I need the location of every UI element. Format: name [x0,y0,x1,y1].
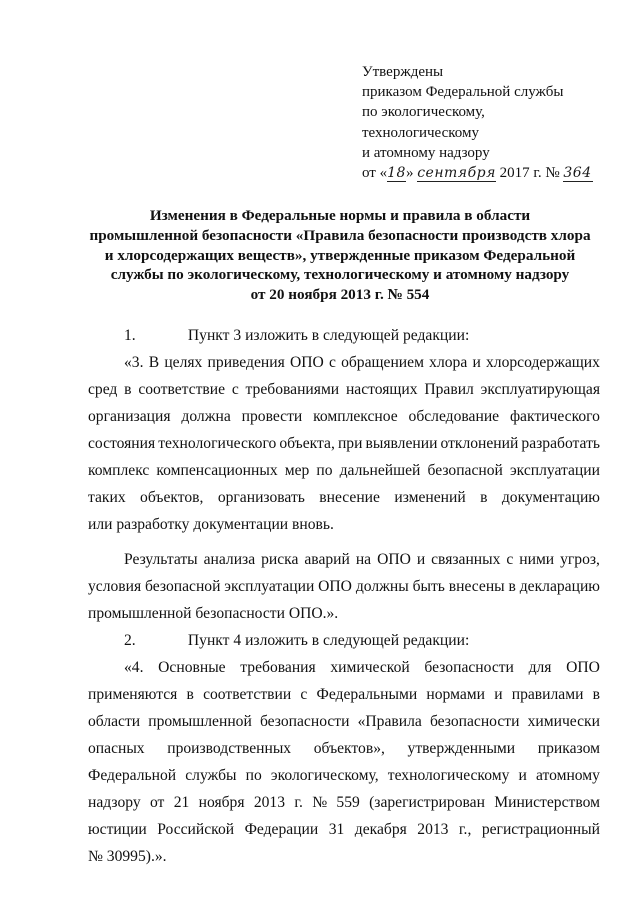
word: г., [458,821,472,838]
word: организовать [217,489,305,506]
paragraph-line [88,789,600,816]
word: опасных [88,740,145,757]
word: и [494,686,503,703]
date-mid: » [405,165,414,182]
word: должны [355,578,409,595]
word: объектов, [140,489,204,506]
word: в [592,686,600,703]
word: провести [241,408,303,425]
paragraph-line [88,349,600,376]
word: 2013 [417,821,449,838]
word: фактического [509,408,600,425]
word: и [518,767,527,784]
date-day-handwritten: 18 [387,165,406,182]
approval-line: Утверждены [362,64,444,80]
word: изменений [394,489,466,506]
word: «4. [124,659,144,676]
word: дальнейшей [339,462,421,479]
word: целях [164,354,203,371]
approval-line: по экологическому, [362,104,485,121]
word: состояния [88,435,156,452]
word: технологического [158,435,277,452]
word: требованиями [245,381,340,398]
approval-block [362,62,632,183]
word: хлора [429,354,468,371]
word: хлорсодержащих [486,354,600,371]
word: юстиции [88,821,147,838]
item-number: 1. [124,327,136,344]
paragraph-line: № 30995).». [88,848,167,865]
approval-line: и атомному надзору [362,144,490,161]
word: аварий [304,551,350,568]
item-text: Пункт 4 изложить в следующей редакции: [187,632,470,649]
word: декабря [354,821,407,838]
title-line: от 20 ноября 2013 г. № 554 [250,286,430,304]
word: Федеральными [316,686,418,703]
document-body [88,322,600,870]
approval-line: технологическому [362,124,479,141]
word: химически [527,713,600,730]
word: Российской [157,821,235,838]
word: регистрационный [481,821,600,838]
word: с [506,551,514,568]
word: безопасной [145,578,221,595]
paragraph-line [88,735,600,762]
word: «3. [124,354,144,371]
word: для [528,659,552,676]
word: в [124,381,132,398]
word: 31 [328,821,345,838]
word: обследование [408,408,500,425]
word: связанных [431,551,501,568]
word: объекта, [279,435,335,452]
word: Правил [424,381,474,398]
paragraph-line [88,430,600,457]
word: ОПО [566,659,600,676]
word: Основные [158,659,226,676]
word: в [480,489,488,506]
order-number-handwritten: 364 [563,165,592,182]
word: безопасности [259,713,350,730]
paragraph-line [88,376,600,403]
word: приведения [207,354,285,371]
word: экологическому, [270,767,379,784]
word: Федеральной [88,767,177,784]
word: настоящих [345,381,418,398]
title-line: Изменения в Федеральные нормы и правила в области [149,207,531,224]
paragraph-line: или разработку документации вновь. [88,516,334,533]
word: ними [519,551,555,568]
paragraph-line [88,654,600,681]
word: отклонений [440,435,519,452]
word: комплекс [88,462,150,479]
word: эксплуатации [224,578,315,595]
word: комплексное [313,408,398,425]
word: объектов», [313,740,385,757]
approval-date-line [362,163,632,183]
word: должна [181,408,231,425]
word: нормами [426,686,485,703]
word: с [328,354,336,371]
word: и [416,551,426,568]
word: внесены [448,578,505,595]
word: Федерации [244,821,319,838]
word: с [300,686,308,703]
word: № [312,794,328,811]
word: безопасности [429,713,520,730]
word: промышленной [148,713,252,730]
paragraph-line [88,708,600,735]
word: атомному [535,767,600,784]
word: выявлении [365,435,438,452]
word: в [186,686,194,703]
word: мер [284,462,310,479]
word: ноября [198,794,245,811]
document-title [60,206,620,305]
word: требования [240,659,316,676]
paragraph-line [88,457,600,484]
list-item-1 [88,322,600,349]
word: приказом [537,740,600,757]
word: эксплуатации [509,462,600,479]
word: ОПО [289,354,324,371]
item-text: Пункт 3 изложить в следующей редакции: [187,327,470,344]
word: декларацию [519,578,600,595]
paragraph-line [88,403,600,430]
word: соответствие [138,381,226,398]
word: внесение [319,489,380,506]
date-month-handwritten: сентября [417,165,496,182]
word: условия [88,578,142,595]
word: по [245,767,262,784]
word: организация [88,408,171,425]
date-prefix: от « [362,165,388,182]
word: В [148,354,160,371]
paragraph-line [88,484,600,511]
word: «Правила [357,713,422,730]
word: по [316,462,333,479]
word: утвержденными [407,740,516,757]
word: 559 [336,794,360,811]
word: и [472,354,481,371]
title-line: службы по экологическому, технологическому и атомному надзору [110,266,570,284]
word: в [508,578,516,595]
word: безопасной [427,462,503,479]
word: 21 [173,794,190,811]
list-item-2 [88,627,600,654]
title-line: промышленной безопасности «Правила безопасности производств хлора [89,226,591,244]
word: г. [294,794,303,811]
word: 2013 [253,794,286,811]
word: технологическому [387,767,510,784]
word: безопасности [424,659,514,676]
word: угроз, [560,551,600,568]
word: при [337,435,363,452]
word: Министерством [494,794,600,811]
item-number: 2. [124,632,136,649]
word: обращением [341,354,424,371]
word: надзору [88,794,141,811]
word: Результаты [124,551,198,568]
word: быть [412,578,445,595]
word: правилами [511,686,584,703]
word: сред [88,381,118,398]
word: от [149,794,165,811]
paragraph-line [88,816,600,843]
word: разработать [521,435,600,452]
word: химической [330,659,410,676]
date-year: 2017 г. № [499,165,560,182]
word: анализа [203,551,256,568]
word: компенсационных [156,462,278,479]
word: документацию [501,489,600,506]
title-line: и хлорсодержащих веществ», утвержденные приказом Федеральной [104,246,576,264]
word: применяются [88,686,178,703]
paragraph-line [88,762,600,789]
word: ОПО [377,551,411,568]
word: на [355,551,372,568]
word: производственных [167,740,292,757]
word: эксплуатирующая [480,381,600,398]
word: ОПО [318,578,352,595]
word: (зарегистрирован [369,794,485,811]
paragraph-line [88,546,600,573]
paragraph-line [88,681,600,708]
paragraph-line: промышленной безопасности ОПО.». [88,605,339,622]
approval-line: приказом Федеральной службы [362,84,564,101]
word: таких [88,489,126,506]
word: соответствии [203,686,292,703]
word: с [231,381,239,398]
word: риска [261,551,299,568]
word: области [88,713,141,730]
paragraph-line [88,573,600,600]
word: службы [185,767,237,784]
